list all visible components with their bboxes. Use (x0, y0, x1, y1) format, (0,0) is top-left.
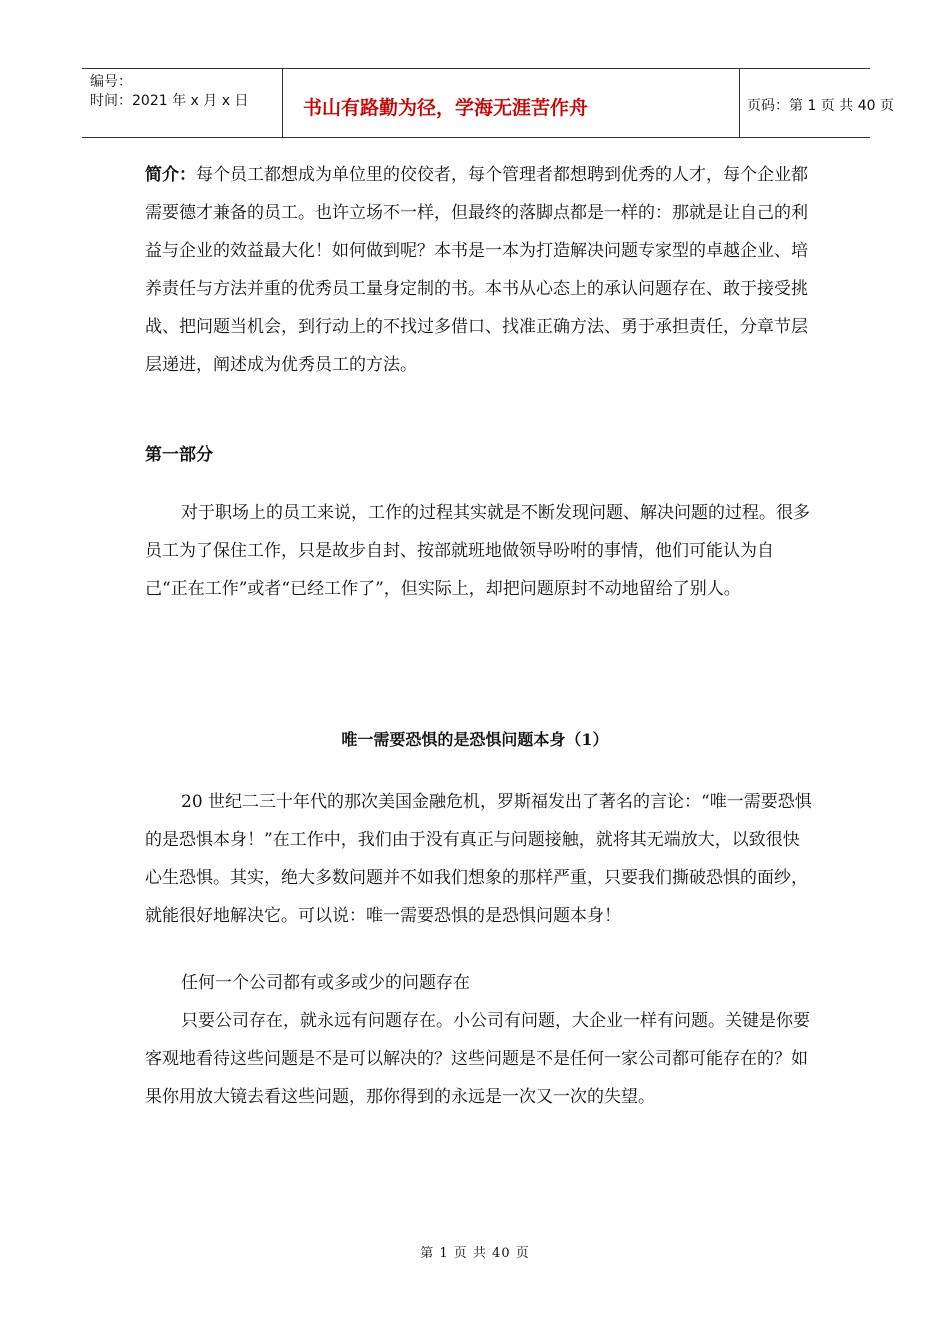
intro-label: 简介： (145, 165, 196, 185)
code-label: 编号： (90, 74, 132, 90)
chapter-paragraph-2: 只要公司存在，就永远有问题存在。小公司有问题，大企业一样有问题。关键是你要客观地看待这些问题是不是可以解决的？这些问题是不是任何一家公司都可能存在的？如果你用放大镜去看这些问题，那你得到的永远是一次又一次的失望。 (145, 1011, 810, 1107)
page-footer: 第 1 页 共 40 页 (420, 1246, 530, 1261)
document-header (82, 68, 894, 138)
section-heading: 第一部分 (145, 445, 213, 465)
part1-paragraph: 对于职场上的员工来说，工作的过程其实就是不断发现问题、解决问题的过程。很多员工为了保住工作，只是故步自封、按部就班地做领导吩咐的事情，他们可能认为自己“正在工作”或者“已经工作了”，但实际上，却把问题原封不动地留给了别人。 (145, 503, 810, 599)
chapter-title: 唯一需要恐惧的是恐惧问题本身（1） (341, 730, 609, 749)
header-motto-cell (282, 69, 740, 137)
chapter-paragraph-1: 20 世纪二三十年代的那次美国金融危机，罗斯福发出了著名的言论：“唯一需要恐惧的是恐惧本身！”在工作中，我们由于没有真正与问题接触，就将其无端放大，以致很快心生恐惧。其实，绝大多数问题并不如我们想象的那样严重，只要我们撕破恐惧的面纱，就能很好地解决它。可以说：唯一需要恐惧的是恐惧问题本身！ (145, 792, 812, 926)
page-info: 页码：第 1 页 共 40 页 (747, 98, 894, 114)
date-line: 时间：2021 年 x 月 x 日 (90, 93, 249, 109)
chapter-subheading: 任何一个公司都有或多或少的问题存在 (181, 973, 470, 993)
header-page-cell (739, 69, 894, 137)
intro-text: 每个员工都想成为单位里的佼佼者，每个管理者都想聘到优秀的人才，每个企业都需要德才兼备的员工。也许立场不一样，但最终的落脚点都是一样的：那就是让自己的利益与企业的效益最大化！如何做到呢？本书是一本为打造解决问题专家型的卓越企业、培养责任与方法并重的优秀员工量身定制的书。本书从心态上的承认问题存在、敢于接受挑战、把问题当机会，到行动上的不找过多借口、找准正确方法、勇于承担责任，分章节层层递进，阐述成为优秀员工的方法。 (145, 165, 808, 375)
intro-paragraph (145, 156, 813, 384)
header-meta-cell (82, 69, 282, 137)
motto: 书山有路勤为径，学海无涯苦作舟 (303, 97, 589, 119)
